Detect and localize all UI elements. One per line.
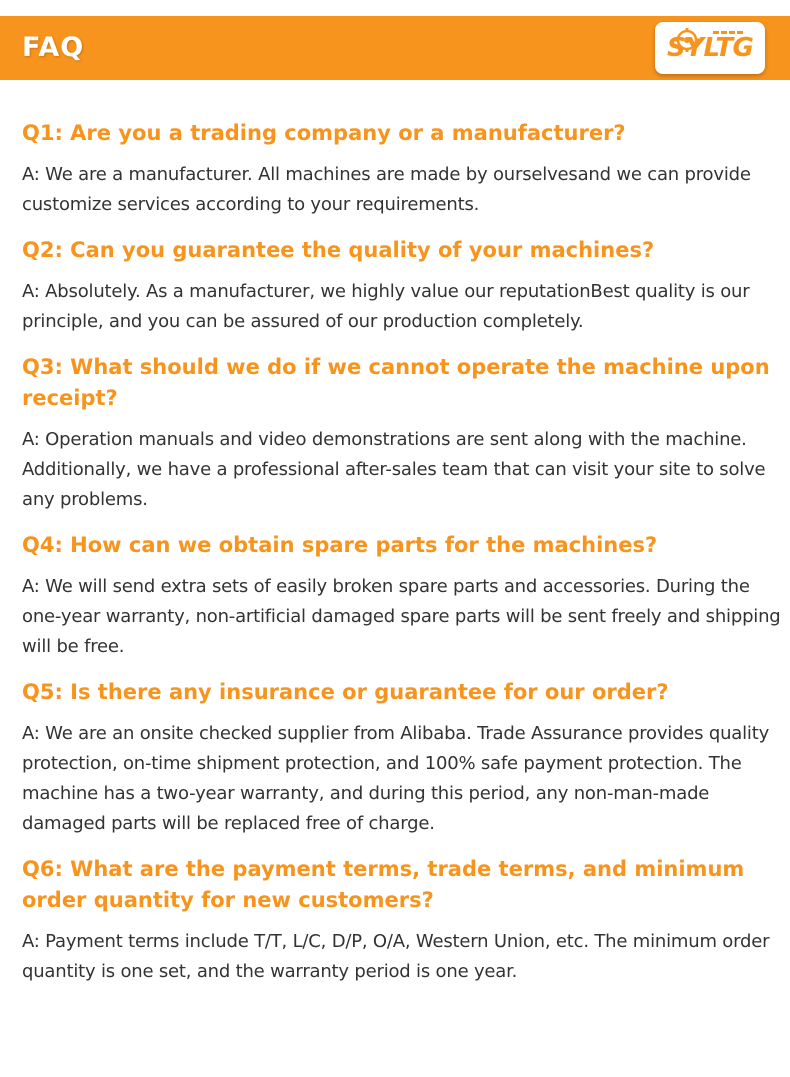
faq-question: Q3: What should we do if we cannot operate the machine upon receipt? <box>22 355 770 410</box>
faq-header-bar <box>0 16 790 80</box>
faq-item-5 <box>22 677 788 839</box>
faq-answer: A: We will send extra sets of easily broken spare parts and accessories. During the one-year warranty, non-artificial damaged spare parts will be sent freely and shipping will be free. <box>22 576 781 657</box>
logo-wordmark: SYLTG <box>667 33 754 63</box>
faq-item-4 <box>22 530 788 662</box>
top-strip <box>0 0 790 16</box>
faq-answer: A: We are an onsite checked supplier from Alibaba. Trade Assurance provides quality protection, on-time shipment protection, and 100% safe payment protection. The machine has a two-year warranty, and during this period, any non-man-made damaged parts will be replaced free of charge. <box>22 723 770 834</box>
faq-answer: A: Operation manuals and video demonstrations are sent along with the machine. Additionally, we have a professional after-sales team that can visit your site to solve any problems. <box>22 429 766 510</box>
faq-item-2 <box>22 235 788 337</box>
faq-item-1 <box>22 118 788 220</box>
faq-item-3 <box>22 352 788 515</box>
faq-answer: A: Absolutely. As a manufacturer, we highly value our reputationBest quality is our principle, and you can be assured of our production completely. <box>22 281 750 332</box>
faq-list <box>22 118 788 1002</box>
faq-answer: A: Payment terms include T/T, L/C, D/P, O/A, Western Union, etc. The minimum order quantity is one set, and the warranty period is one year. <box>22 931 770 982</box>
faq-answer: A: We are a manufacturer. All machines are made by ourselvesand we can provide customize services according to your requirements. <box>22 164 751 215</box>
faq-question: Q2: Can you guarantee the quality of your machines? <box>22 238 655 262</box>
faq-question: Q6: What are the payment terms, trade terms, and minimum order quantity for new customers? <box>22 857 745 912</box>
faq-question: Q4: How can we obtain spare parts for the machines? <box>22 533 658 557</box>
page-title: FAQ <box>22 32 85 63</box>
faq-item-6 <box>22 854 788 987</box>
faq-question: Q5: Is there any insurance or guarantee for our order? <box>22 680 669 704</box>
company-logo <box>655 22 765 74</box>
faq-question: Q1: Are you a trading company or a manufacturer? <box>22 121 626 145</box>
